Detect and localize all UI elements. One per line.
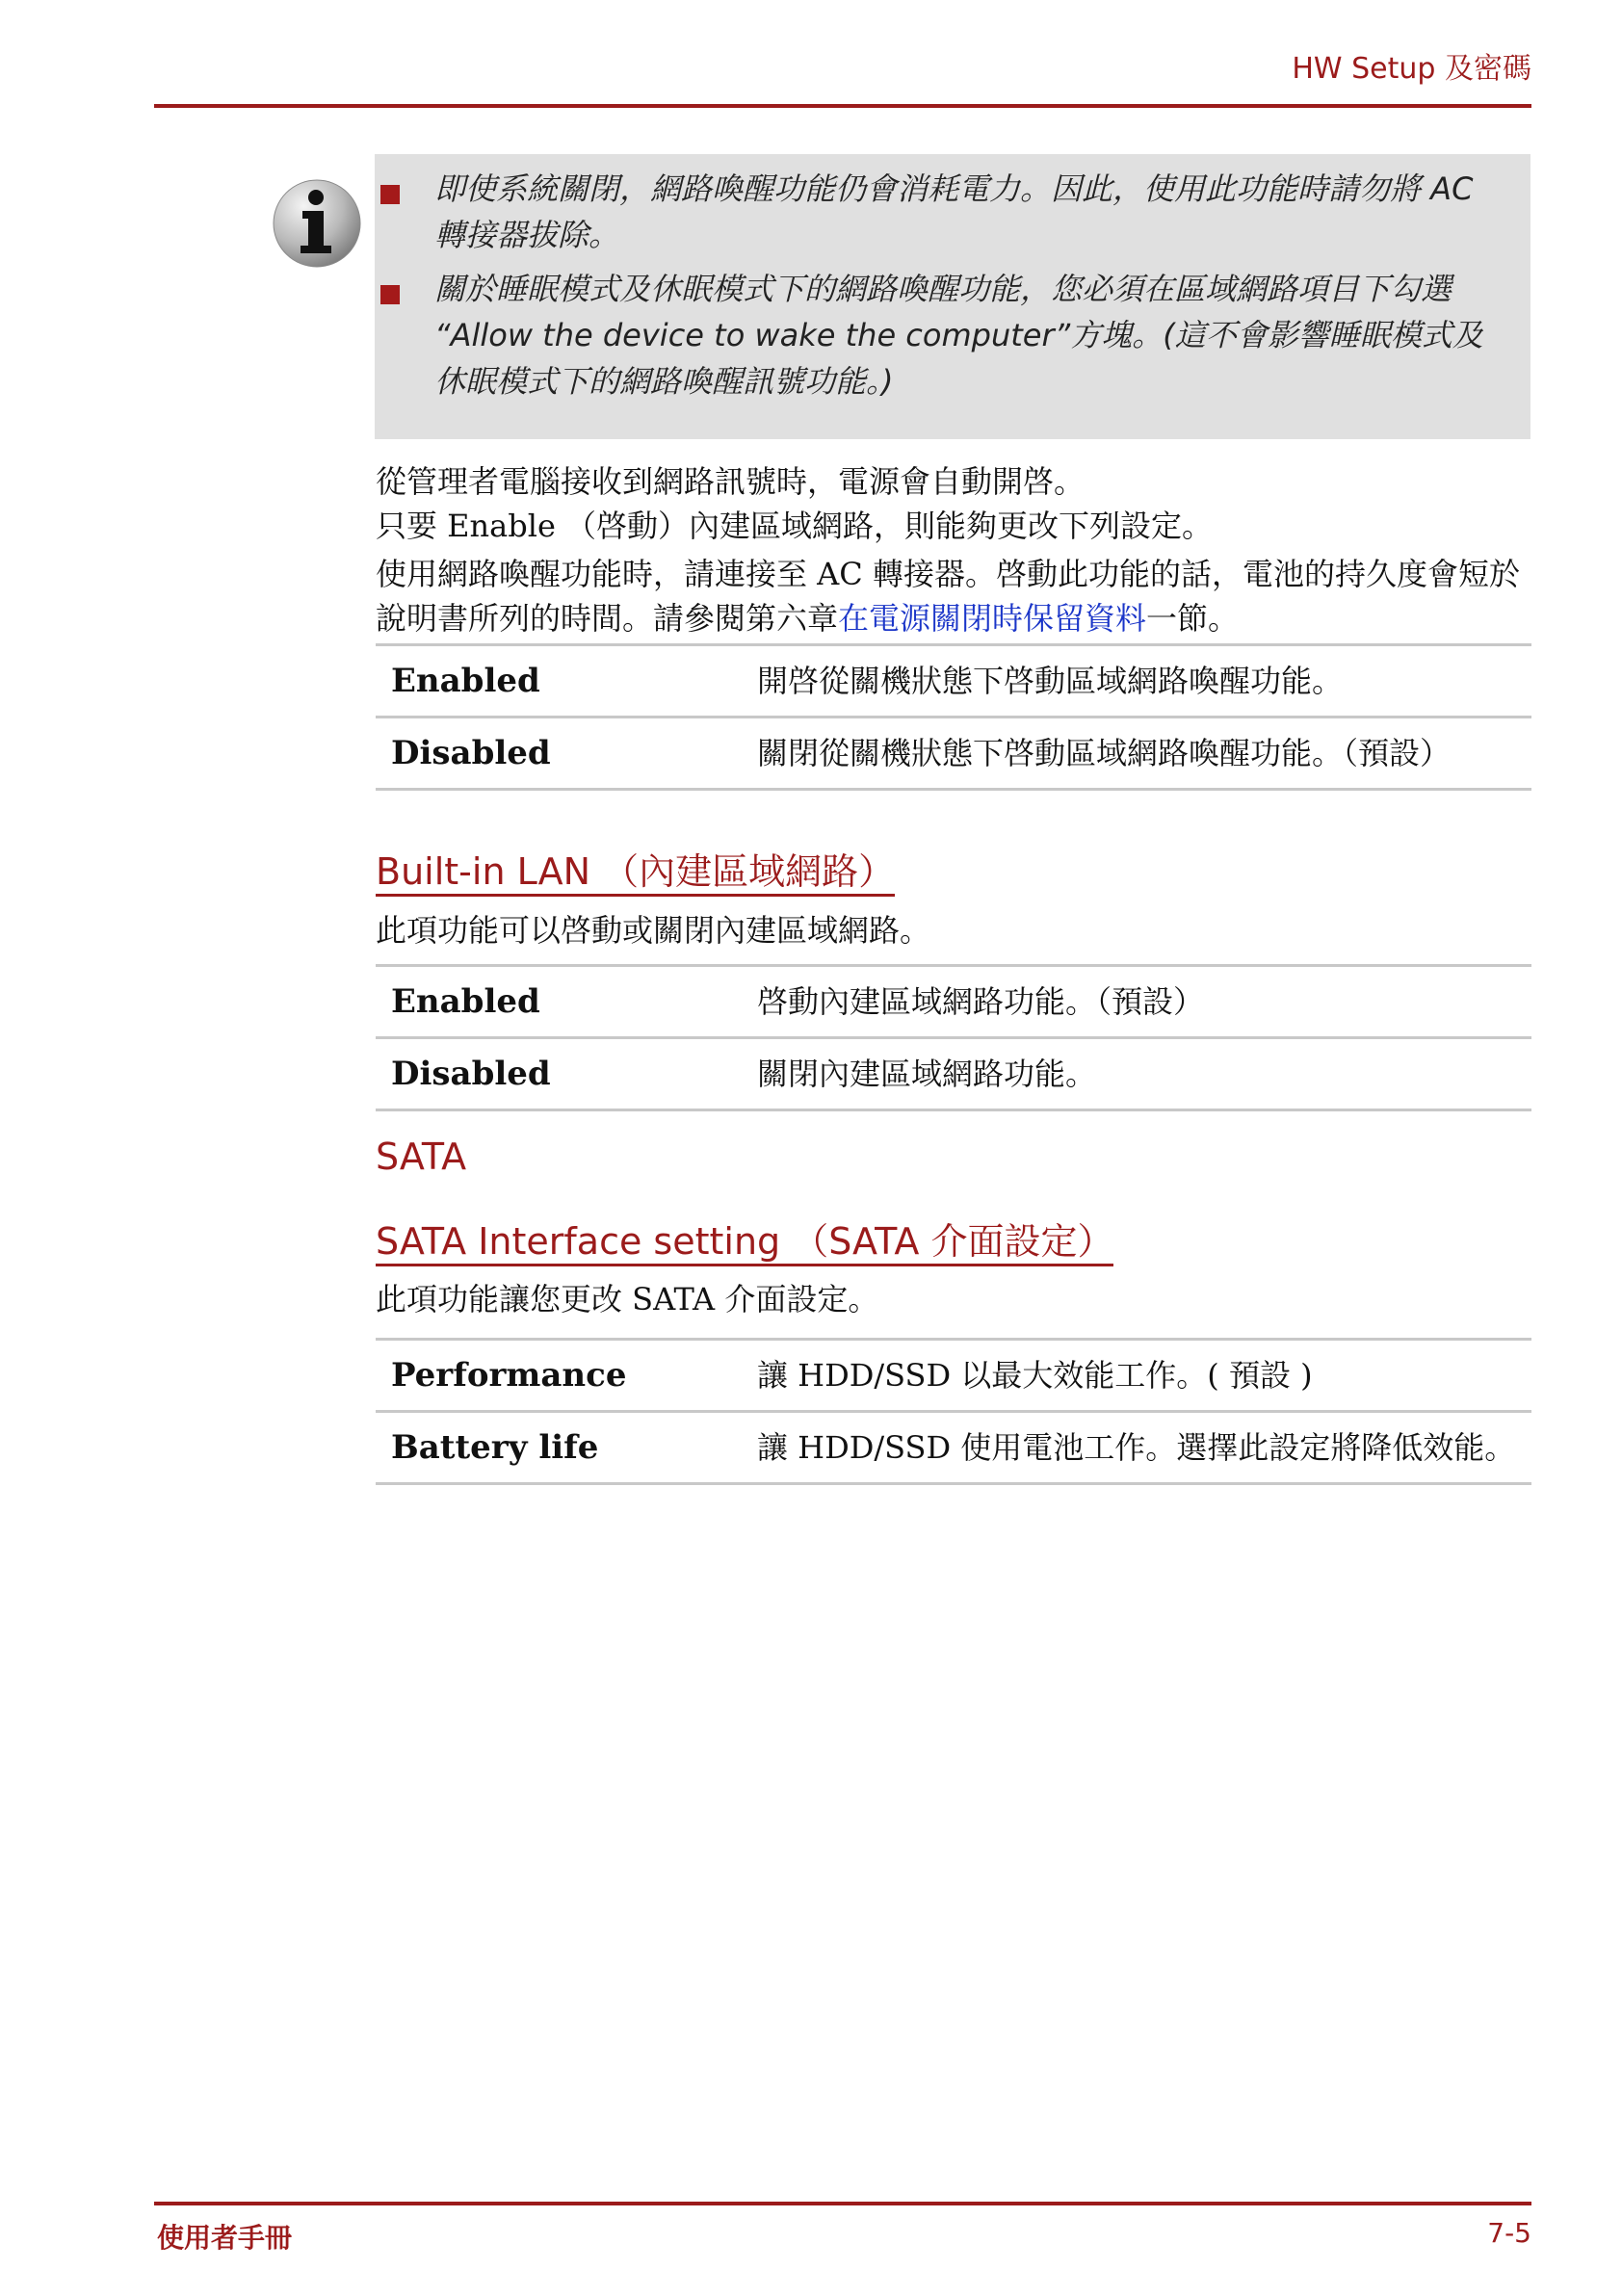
lan-desc [376, 908, 1531, 952]
note-text: 即使系統關閉，網路喚醒功能仍會消耗電力。因此，使用此功能時請勿將 AC 轉接器拔除。 [434, 170, 1474, 253]
header-rule [154, 104, 1531, 108]
option-description: 開啓從關機狀態下啓動區域網路喚醒功能。 [757, 663, 1344, 699]
note-text: 關於睡眠模式及休眠模式下的網路喚醒功能，您必須在區域網路項目下勾選 “Allow the device to wake the computer”方塊。(這不會影響睡眠模式及休眠模式下的網路喚醒訊號功能。) [434, 271, 1483, 400]
option-description: 關閉從關機狀態下啓動區域網路喚醒功能。（預設） [757, 735, 1452, 771]
table-row [376, 645, 1531, 718]
option-name: Enabled [391, 662, 540, 700]
subsection-heading: SATA Interface setting （SATA 介面設定） [376, 1219, 1113, 1266]
note-item [380, 266, 1511, 404]
section-heading: Built-in LAN （內建區域網路） [376, 849, 895, 897]
table-row [376, 1038, 1531, 1110]
note-item [380, 166, 1511, 258]
paragraph: 從管理者電腦接收到網路訊號時，電源會自動開啓。 [376, 463, 1086, 500]
sata-settings-table [376, 1338, 1531, 1485]
section-heading: SATA [376, 1135, 467, 1178]
note-box [375, 154, 1530, 439]
square-bullet-icon [380, 185, 400, 204]
info-icon [272, 178, 362, 269]
table-row [376, 966, 1531, 1038]
paragraph: 此項功能可以啓動或關閉內建區域網路。 [376, 912, 931, 949]
wol-intro [376, 459, 1531, 640]
paragraph: 只要 Enable （啓動）內建區域網路，則能夠更改下列設定。 [376, 508, 1214, 544]
paragraph-text: 一節。 [1146, 600, 1240, 637]
option-description: 啓動內建區域網路功能。（預設） [757, 983, 1205, 1020]
square-bullet-icon [380, 285, 400, 304]
paragraph: 此項功能讓您更改 SATA 介面設定。 [376, 1281, 879, 1318]
paragraph-text: 使用網路喚醒功能時，請連接至 AC 轉接器。啓動此功能的話，電池的持久度會短於說明書所列的時間。請參閱第六章 [376, 556, 1520, 637]
table-row [376, 718, 1531, 790]
cross-reference-link[interactable]: 在電源關閉時保留資料 [838, 600, 1147, 637]
option-description: 關閉內建區域網路功能。 [757, 1056, 1097, 1092]
lan-settings-table [376, 964, 1531, 1111]
paragraph [376, 552, 1531, 640]
option-name: Performance [391, 1356, 627, 1395]
option-name: Disabled [391, 734, 551, 772]
table-row [376, 1412, 1531, 1484]
option-description: 讓 HDD/SSD 以最大效能工作。( 預設 ) [757, 1357, 1313, 1394]
option-name: Battery life [391, 1428, 599, 1467]
option-name: Disabled [391, 1055, 551, 1093]
wol-settings-table [376, 643, 1531, 791]
option-name: Enabled [391, 982, 540, 1021]
running-header: HW Setup 及密碼 [1292, 52, 1531, 86]
page-number: 7-5 [1487, 2217, 1531, 2249]
footer-title: 使用者手冊 [157, 2222, 293, 2254]
sata-desc [376, 1277, 1531, 1321]
table-row [376, 1340, 1531, 1412]
footer-rule [154, 2202, 1531, 2205]
option-description: 讓 HDD/SSD 使用電池工作。選擇此設定將降低效能。 [757, 1429, 1516, 1466]
